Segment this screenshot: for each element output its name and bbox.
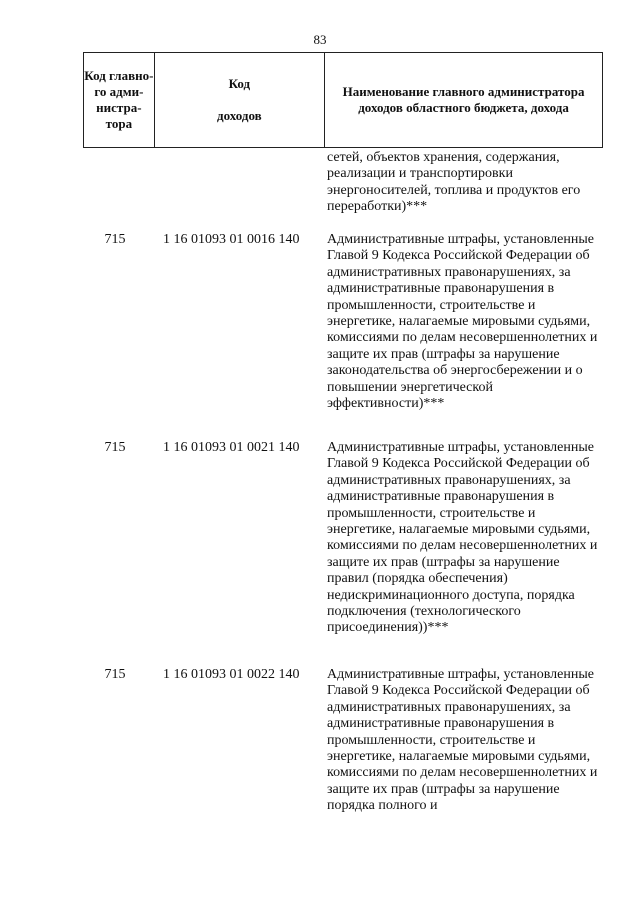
header-revenue-code-line2: доходов [217,108,262,123]
row-description: Административные штрафы, установленные Главой 9 Кодекса Российской Федерации об административных правонарушениях, за административные правонарушения в промышленности, строительстве и энергетике, налагаемые мировыми судьями, комиссиями по делам несовершеннолетних и защите их прав (штрафы за нарушение правил (порядка обеспечения) недискриминационного доступа, порядка подключения (технологического присоединения))*** [327,440,598,636]
header-revenue-code [155,53,325,147]
row-admin-code: 715 [104,667,126,682]
row-revenue-code: 1 16 01093 01 0016 140 [163,232,300,247]
row-description: Административные штрафы, установленные Главой 9 Кодекса Российской Федерации об административных правонарушениях, за административные правонарушения в промышленности, строительстве и энергетике, налагаемые мировыми судьями, комиссиями по делам несовершеннолетних и защите их прав (штрафы за нарушение законодательства об энергосбережении и о повышении энергетической эффективности)*** [327,232,598,412]
row-revenue-code: 1 16 01093 01 0021 140 [163,440,300,455]
table-header [83,52,603,148]
header-revenue-code-line1: Код [228,76,251,91]
row-admin-code: 715 [104,440,126,455]
header-admin-code: Код главно- го адми- нистра- тора [84,53,155,147]
page-number: 83 [313,32,327,47]
continuation-text: сетей, объектов хранения, содержания, реализации и транспортировки энергоносителей, топлива и продуктов его переработки)*** [327,150,581,215]
row-description: Административные штрафы, установленные Главой 9 Кодекса Российской Федерации об административных правонарушениях, за административные правонарушения в промышленности, строительстве и энергетике, налагаемые мировыми судьями, комиссиями по делам несовершеннолетних и защите их прав (штрафы за нарушение порядка полного и [327,667,598,814]
row-revenue-code: 1 16 01093 01 0022 140 [163,667,300,682]
row-admin-code: 715 [104,232,126,247]
header-name: Наименование главного администратора доходов областного бюджета, дохода [342,84,585,115]
